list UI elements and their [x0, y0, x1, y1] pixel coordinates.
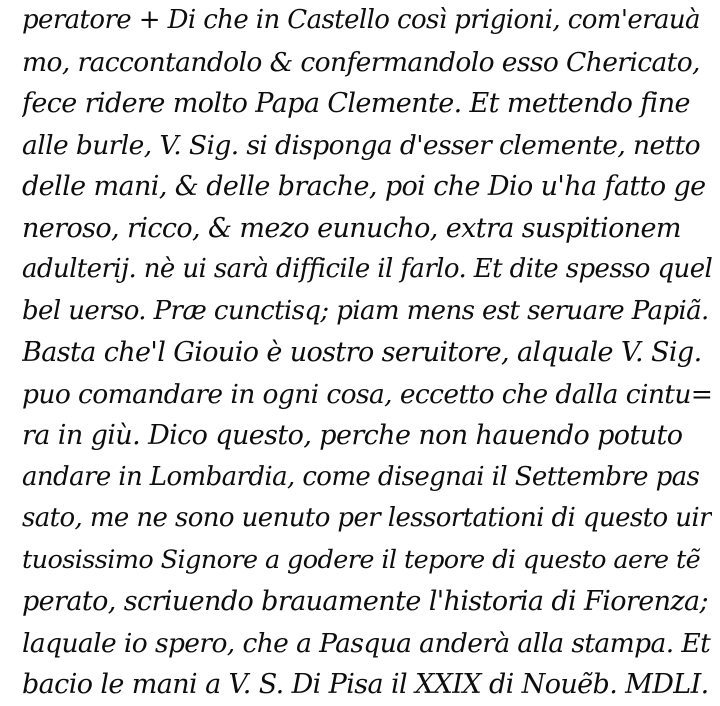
text-line-14: tuosissimo Signore a godere il tepore di questo aere tẽ: [22, 544, 701, 575]
text-line-1: peratore + Di che in Castello così prigioni, com'erauà: [22, 5, 700, 35]
text-line-9: Basta che'l Giouio è uostro seruitore, alquale V. Sig.: [22, 337, 702, 368]
text-line-4: alle burle, V. Sig. si disponga d'esser clemente, netto: [22, 129, 701, 161]
text-line-6: neroso, ricco, & mezo eunucho, extra suspitionem: [22, 212, 681, 244]
text-line-11: ra in giù. Dico questo, perche non hauendo potuto: [22, 420, 683, 451]
text-line-16: laquale io spero, che a Pasqua anderà alla stampa. Et: [22, 627, 711, 659]
text-line-12: andare in Lombardia, come disegnai il Settembre pas: [22, 461, 700, 492]
text-line-2: mo, raccontandolo & confermandolo esso Chericato,: [22, 46, 700, 78]
text-line-13: sato, me ne sono uenuto per lessortationi di questo uir: [22, 503, 711, 533]
text-line-15: perato, scriuendo brauamente l'historia di Fiorenza;: [22, 586, 708, 617]
text-line-3: fece ridere molto Papa Clemente. Et mettendo fine: [22, 88, 690, 119]
text-line-5: delle mani, & delle brache, poi che Dio u'ha fatto ge: [22, 171, 706, 202]
text-line-17: bacio le mani a V. S. Di Pisa il XXIX di Nouẽb. MDLI.: [22, 669, 709, 700]
text-block: [22, 0, 712, 706]
text-line-8: bel uerso. Præ cunctisq; piam mens est seruare Papiã.: [22, 295, 709, 326]
text-line-7: adulterij. nè ui sarà difficile il farlo. Et dite spesso quel: [22, 254, 712, 284]
text-line-10: puo comandare in ogni cosa, eccetto che dalla cintu=: [22, 378, 712, 410]
